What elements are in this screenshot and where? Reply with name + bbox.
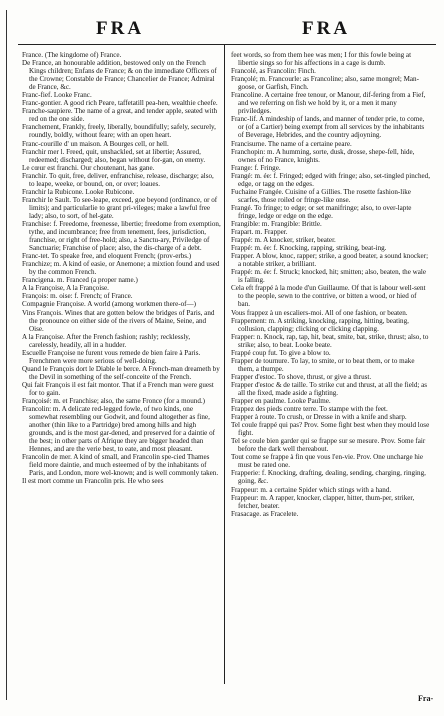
dictionary-entry: Francisurne. The name of a certaine peare. [231,139,352,148]
dictionary-entry: Tel coule frappé qui pas? Prov. Some fight best when they mould lose fight. [231,421,430,438]
dictionary-entry: Frapper en paulme. Looke Paulme. [231,397,331,406]
dictionary-entry: Franchir. To quit, free, deliver, enfranchise, release, discharge; also, to leape, weeke, or bound, on, or over; loaues. [22,171,214,188]
dictionary-entry: Frapper de tournure. To lay, to smite, or to beat them, or to make them, a thumpe. [231,356,415,373]
dictionary-entry: Franc-tet. To speake free, and eloquent French; (prov-erbs.) [22,252,192,261]
dictionary-entry: Frapperie: f. Knocking, drafting, dealing, sending, charging, ringing, going, &c. [231,469,426,486]
dictionary-entry: Cela eft frappé à la mode d'un Guillaume. Of that is labour well-sent to the people, sewn to the contrive, or bitten a wood, or hied of ban. [231,284,426,309]
dictionary-entry: François: m. oise: f. French; of France. [22,292,133,301]
running-head-left: FRA [96,18,145,39]
dictionary-entry: Franchopin: m. A humming, sorte, dusk, drosse, shepe-fell, hide, ownes of no France, knights. [231,147,415,164]
dictionary-entry: Frappé: m. ée: f. Struck; knocked, hit; smitten; also, beaten, the wale is falling. [231,268,427,285]
dictionary-entry: Frasacage. as Fracelete. [231,509,299,518]
dictionary-entry: Frangé: m. ée: f. Fringed; edged with fringe; also, set-tingled pinched, edge, or tagg on the edges. [231,171,430,188]
dictionary-entry: Franchize; m. A kind of easie, or Anemone; a mixtion found and used by the common French. [22,260,220,277]
dictionary-entry: Frapper à route. To crush, or Dresse in with a knife and sharp. [231,413,407,422]
dictionary-entry: Frappeur: m. a certaine Spider which stings with a hand. [231,485,392,494]
dictionary-entry: Francolin: m. A delicate red-legged fowle, of two kinds, one somewhat resembling our Godwit, and found altogether as fine, another (thin like to a Partridge) bred among hills and high grounds, and is the most gar-dened, and preserved for a daintie of the best; in other parts of Afrique they are bigger headed than Hennes, and are the verie best, to eate, and most pleasant. [22,405,216,454]
catchword: Fra- [418,694,434,703]
dictionary-entry: Compagnie Françoise. A world (among workmen there-of—) [22,300,196,309]
dictionary-entry: Escuelle Françoise ne furent vous remede de bien faire à Paris. Frenchmen were more serious of well-doing. [22,348,201,365]
dictionary-entry: Francigena. m. Franced (a proper name.) [22,276,138,285]
dictionary-entry: Francolé, as Francolin: Finch. [231,67,316,76]
dictionary-entry: Franche-saupiere. The name of a great, and tender apple, seated with red on the one side. [22,107,218,124]
dictionary-entry: Frapper: n. Knock, rap, tap, hit, beat, smite, bat, strike, thrust; also, to strike; also, to beat. Looke beate. [231,332,429,349]
dictionary-entry: Frappé coup fut. To give a blow to. [231,348,331,357]
dictionary-entry: A la Françoise, A la Françoise. [22,284,109,293]
dictionary-entry: Francolin de mer. A kind of small, and Francolin spe-cied Thames field more daintie, and much esteemed of by the inhabitants of Paris, and London, more wel-known; and is well commonly taken. [22,453,219,478]
dictionary-entry: Franc-courille d' un maison. A Bourges cell, or hell. [22,139,169,148]
dictionary-entry: Franc-lif. A mindeship of lands, and manner of tender prie, to come, or (of a Cartier) being exempt from all services by the inhabitants of Beverage, Hebrides, and the country adjoyning. [231,115,425,140]
dictionary-entry: Franchise: f. Freedome, freenesse, libertie; freedome from exemption, tythe, and incumbrance; free from tenement, fees, jurisdiction, franchise, or right of free-hold; also, a Sanctu-ary, Priviledge of Sanctuarie; Franchise of place; also, the dis-charge of a debt. [22,219,221,253]
dictionary-entry: Frappeur: m. A rapper, knocker, clapper, hitter, thum-per, striker, fetcher, beater. [231,493,415,510]
dictionary-entry: France. (The kingdome of) France. [22,51,122,59]
dictionary-entry: Frappé: m. ée: f. Knocking, rapping, striking, beat-ing. [231,244,387,253]
dictionary-entry: Vins François. Wines that are gotten below the bridges of Paris, and the pronounce on either side of the rivers of Maine, Seine, and Oise. [22,308,215,333]
column-divider [224,44,225,684]
dictionary-entry: Franc-gontier. A good rich Peare, taffetatill pea-hen, wealthie cheefe. [22,99,218,108]
dictionary-entry: Le cœur est franchi. Our choutenant, has gane. [22,163,155,172]
dictionary-entry: Frapper. A blow, knoc, rapper; strike, a good beater, a sound knocker; a notable striker, a brilliant. [231,252,429,269]
dictionary-entry: Vous frappez à un escaliers-moi. All of one fashion, or beaten. [231,308,408,317]
dictionary-entry: Quand le François dort le Diable le berce. A French-man dreameth by the Devil in something of the self-conceite of the French. [22,364,220,381]
dictionary-entry: Qui fait François il est fait montor. That if a French man were guest for to gain. [22,380,214,397]
dictionary-entry: Franchir la Rubicone. Looke Rubicone. [22,187,135,196]
dictionary-entry: Frapart. m. Frapper. [231,228,288,237]
header-rule [18,44,436,45]
dictionary-entry: Frangé. To fringe; to edge; or set manifringe; also, to over-lapte fringe, ledge or edge on the edge. [231,203,412,220]
dictionary-entry: A la Françoise. After the French fashion; rashly; recklessly, carelessly, headily, all in a hudder. [22,332,191,349]
dictionary-entry: Frappement: m. A striking, knocking, rapping, hitting, beating, collusion, clapping; clicking or clicking clapping. [231,316,409,333]
dictionary-entry: Francoline. A certaine free tenour, or Manour, dif-fering from a Fief, and we referring on fish we hold by it, or a men it many priviledges. [231,91,426,116]
dictionary-entry: Frange: f. Fringe. [231,163,281,172]
dictionary-entry: Frapper d'estoc. To shove, thrust, or give a thrust. [231,372,372,381]
dictionary-entry: Frappez des pieds contre terre. To stampe with the feet. [231,405,388,414]
left-column [22,51,221,691]
dictionary-entry: Frappé: m. A knocker, striker, beater. [231,236,336,245]
dictionary-entry: Franc-fief. Looke Franc. [22,91,92,100]
dictionary-entry: Françoisé: m. et Franchise; also, the same Fronce (for a mound.) [22,397,206,406]
dictionary-entry: Tel se coule bien garder qui se frappe sur se mesure. Prov. Some fair before the dark well thereabout. [231,437,426,454]
right-column [231,51,430,691]
dictionary-entry: Frangible: m. Frangible: Brittle. [231,219,322,228]
dictionary-entry: Françolé; m. Francourle: as Francoline; also, same mongrel; Man-goose, or Garfish, Finch. [231,75,419,92]
dictionary-entry: Frapper d'estoc & de taille. To strike cut and thrust, at all the field; as all the fixed, made aside a fighting. [231,380,428,397]
dictionary-entry: Il est mort comme un Francolin pris. He who sees [22,477,164,486]
dictionary-entry: Franchement, Frankly, freely, liberally, boundifully; safely, securely, roundly, boldly, without feare; with an open heart. [22,123,216,140]
dictionary-entry: Tout come se frappe à fin que vous l'en-vie. Prov. One uncharge hie must be rated one. [231,453,424,470]
dictionary-entry: Fuchaine Frangée. Cuisine of a Gillies. The rosette fashion-like scarfes, those roiled or fringe-like onse. [231,187,411,204]
dictionary-entry: Franchir mer l. Freed, quit, unshackled, set at libertie; Assured, redeemed; discharged; also, began without for-gan, on enemy. [22,147,206,164]
dictionary-entry: Franchir le Sault. To see-leape, exceed, goe beyond (ordinance, or of limits); and particularlie to grant pri-vileges; make a lawful free lady; also, to sort, of hel-gate. [22,195,218,220]
dictionary-entry: De France, an honourable addition, bestowed only on the French Kings children; Enfans de France; & on the immediate Officers of the Crowne; Constable de France; Chancelier de France; Admiral de France, &c. [22,59,217,92]
dictionary-entry: feet words, so from them hee was men; I for this fowle being at libertie sings so for his affections in a cage is dumb. [231,51,412,68]
running-head-right: FRA [302,18,351,39]
